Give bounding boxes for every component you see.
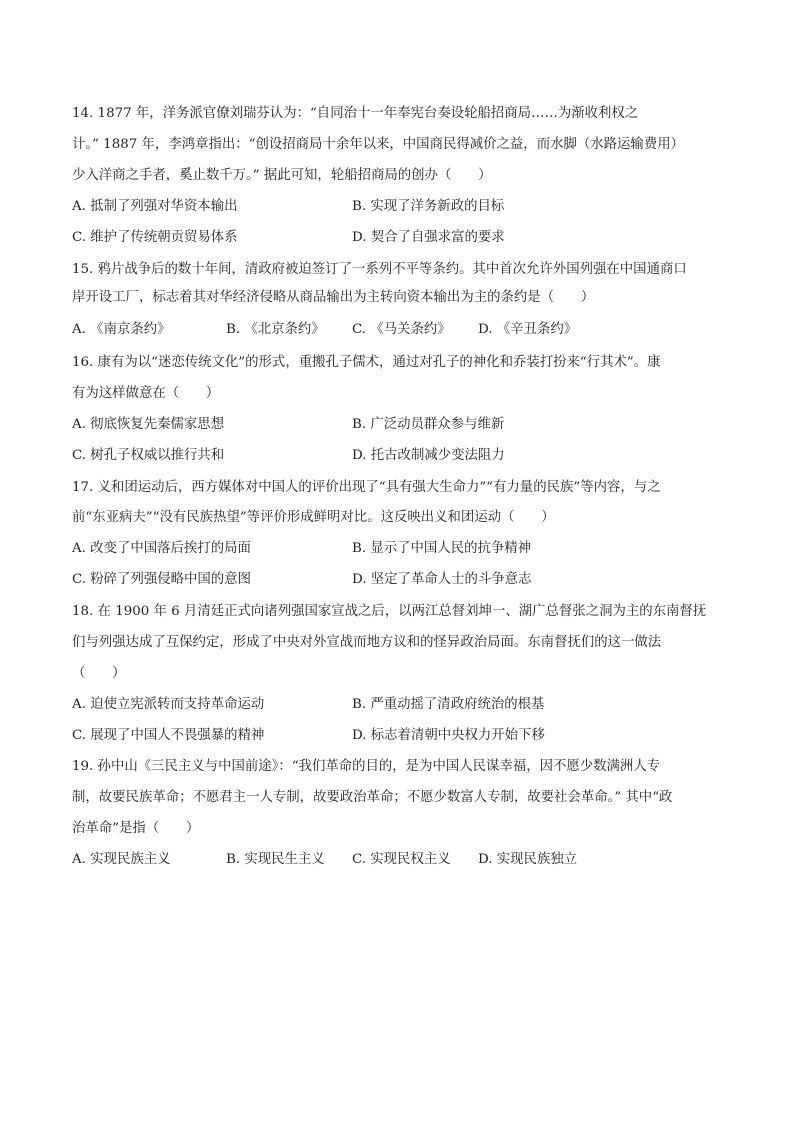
- question-stem-line: 19. 孙中山《三民主义与中国前途》：“我们革命的目的，是为中国人民谋幸福，因不愿少数满洲人专: [72, 759, 661, 774]
- option-a: A. 实现民族主义: [72, 852, 171, 867]
- option-c: C. 实现民权主义: [352, 852, 451, 867]
- question-stem-line: 15. 鸦片战争后的数十年间，清政府被迫签订了一系列不平等条约。其中首次允许外国列强在中国通商口: [72, 262, 687, 277]
- question-stem-line: 制，故要民族革命；不愿君主一人专制，故要政治革命；不愿少数富人专制，故要社会革命。” 其中“政: [72, 790, 673, 805]
- question-stem-line: 治革命”是指（ ）: [72, 821, 200, 836]
- option-c: C. 《马关条约》: [352, 322, 451, 337]
- question-stem-line: 前“东亚病夫”“没有民族热望”等评价形成鲜明对比。这反映出义和团运动（ ）: [72, 510, 555, 525]
- question-stem-line: 岸开设工厂，标志着其对华经济侵略从商品输出为主转向资本输出为主的条约是（ ）: [72, 290, 595, 305]
- option-d: D. 实现民族独立: [478, 852, 578, 867]
- option-c: C. 维护了传统朝贡贸易体系: [72, 230, 238, 245]
- option-d: D. 坚定了革命人士的斗争意志: [352, 572, 532, 587]
- question-stem-line: （ ）: [72, 666, 126, 681]
- question-stem-line: 少入洋商之手者，奚止数千万。” 据此可知，轮船招商局的创办（ ）: [72, 168, 492, 183]
- option-a: A. 迫使立宪派转而支持革命运动: [72, 697, 265, 712]
- question-stem-line: 有为这样做意在（ ）: [72, 386, 220, 401]
- option-d: D. 契合了自强求富的要求: [352, 230, 505, 245]
- question-stem-line: 18. 在 1900 年 6 月清廷正式向诸列强国家宣战之后，以两江总督刘坤一、湖广总督张之洞为主的东南督抚: [72, 604, 707, 619]
- question-stem-line: 17. 义和团运动后，西方媒体对中国人的评价出现了“具有强大生命力”“有力量的民族”等内容，与之: [72, 480, 661, 495]
- option-a: A. 改变了中国落后挨打的局面: [72, 541, 251, 556]
- question-stem-line: 14. 1877 年，洋务派官僚刘瑞芬认为：“自同治十一年奉宪台奏设轮船招商局……为渐收利权之: [72, 106, 639, 121]
- option-c: C. 树孔子权威以推行共和: [72, 448, 225, 463]
- option-b: B. 《北京条约》: [226, 322, 325, 337]
- option-b: B. 广泛动员群众参与维新: [352, 417, 505, 432]
- option-a: A. 抵制了列强对华资本输出: [72, 199, 238, 214]
- question-stem-line: 16. 康有为以“迷恋传统文化”的形式，重搬孔子儒术，通过对孔子的神化和乔装打扮来“行其术”。康: [72, 355, 661, 370]
- option-d: D. 《辛丑条约》: [478, 322, 578, 337]
- option-d: D. 标志着清朝中央权力开始下移: [352, 728, 545, 743]
- question-stem-line: 们与列强达成了互保约定，形成了中央对外宣战而地方议和的怪异政治局面。东南督抚们的这一做法: [72, 635, 662, 650]
- option-b: B. 严重动摇了清政府统治的根基: [352, 697, 545, 712]
- option-b: B. 显示了中国人民的抗争精神: [352, 541, 532, 556]
- option-a: A. 《南京条约》: [72, 322, 171, 337]
- question-stem-line: 计。” 1887 年，李鸿章指出：“创设招商局十余年以来，中国商民得减价之益，而水脚（水路运输费用）: [72, 137, 684, 152]
- option-c: C. 展现了中国人不畏强暴的精神: [72, 728, 265, 743]
- option-b: B. 实现了洋务新政的目标: [352, 199, 505, 214]
- option-c: C. 粉碎了列强侵略中国的意图: [72, 572, 251, 587]
- option-b: B. 实现民生主义: [226, 852, 325, 867]
- option-d: D. 托古改制减少变法阻力: [352, 448, 505, 463]
- option-a: A. 彻底恢复先秦儒家思想: [72, 417, 225, 432]
